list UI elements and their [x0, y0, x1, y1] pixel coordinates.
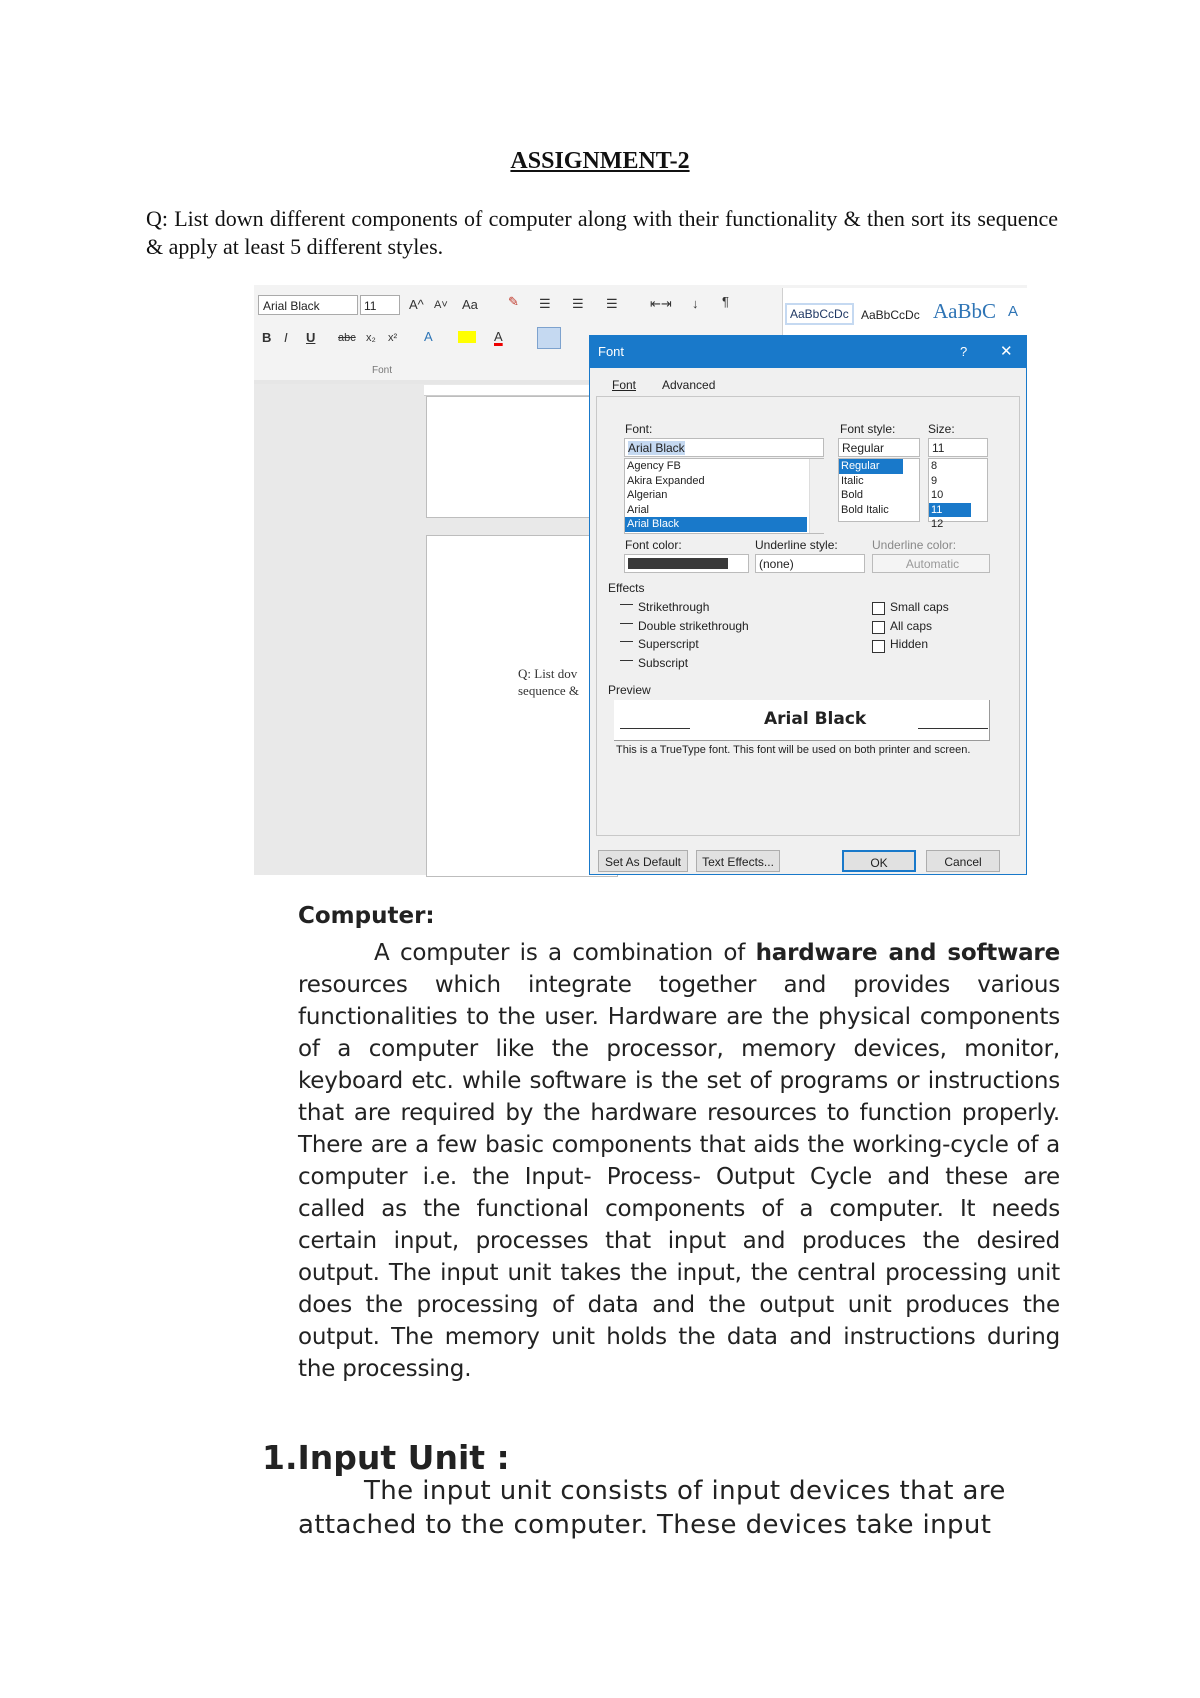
multilevel-list-icon[interactable]: ☰ [606, 296, 618, 311]
font-color-dropdown[interactable] [624, 554, 749, 573]
shrink-font-button[interactable]: A˅ [434, 299, 448, 311]
font-style-listbox[interactable] [838, 458, 920, 522]
style-normal[interactable]: AaBbCcDc [785, 303, 854, 325]
font-input-value: Arial Black [628, 441, 685, 455]
assignment-question: Q: List down different components of computer along with their functionality & then sort its sequence & apply at least 5 different styles. [146, 206, 1058, 259]
page-snippet-line-2: sequence & [518, 683, 580, 698]
bold-button[interactable]: B [262, 330, 272, 345]
size-list-item[interactable]: 8 [931, 460, 938, 472]
font-color-label: Font color: [625, 538, 682, 552]
grow-font-button[interactable]: A^ [409, 297, 424, 312]
dialog-titlebar [590, 336, 1026, 368]
assignment-title: ASSIGNMENT-2 [510, 148, 690, 174]
dialog-title: Font [598, 344, 625, 359]
checkbox-hidden[interactable] [872, 640, 885, 653]
underline-style-dropdown[interactable]: (none) [755, 554, 865, 573]
font-list-item[interactable]: Algerian [627, 489, 668, 501]
style-heading-1[interactable]: AaBbC [933, 299, 996, 323]
subscript-button[interactable]: x₂ [366, 332, 376, 344]
para-intro: A computer is a combination of [374, 940, 756, 966]
preview-sample-text: Arial Black [764, 709, 867, 729]
font-listbox[interactable] [624, 458, 824, 534]
superscript-button[interactable]: x² [388, 332, 398, 344]
indent-icon[interactable]: ⇤⇥ [650, 296, 672, 311]
font-dialog [589, 335, 1027, 875]
effect-hidden-label: Hidden [890, 637, 929, 651]
size-listbox[interactable] [928, 458, 988, 530]
effect-strikethrough-label: Strikethrough [638, 600, 710, 614]
checkbox-all-caps[interactable] [872, 621, 885, 634]
ok-button[interactable]: OK [842, 850, 916, 872]
tab-advanced[interactable]: Advanced [662, 378, 716, 392]
bullets-icon[interactable]: ☰ [539, 296, 551, 311]
size-list-item[interactable]: 10 [931, 489, 944, 501]
word-screenshot [254, 285, 1027, 875]
size-input[interactable]: 11 [928, 438, 988, 457]
effect-double-strikethrough-label: Double strikethrough [638, 619, 749, 633]
para-bold: hardware and software [755, 940, 1060, 966]
text-effects-icon[interactable]: A [424, 329, 433, 344]
change-case-button[interactable]: Aa [462, 297, 478, 312]
highlight-color-icon[interactable] [458, 331, 476, 343]
cancel-button[interactable]: Cancel [926, 850, 1000, 872]
style-heading-2[interactable]: A [1008, 303, 1019, 320]
computer-paragraph [298, 937, 1060, 1385]
font-list-item-selected[interactable]: Arial Black [625, 517, 807, 532]
strikethrough-button[interactable]: abc [338, 332, 356, 344]
style-list-item[interactable]: Italic [841, 474, 864, 487]
effects-label: Effects [608, 581, 645, 595]
preview-label: Preview [608, 683, 651, 697]
font-list-item[interactable]: Agency FB [627, 460, 681, 472]
checkbox-small-caps[interactable] [872, 602, 885, 615]
font-style-label: Font style: [840, 422, 896, 436]
checkbox-strikethrough[interactable] [620, 604, 633, 605]
font-label: Font: [625, 422, 653, 436]
font-list-scrollbar[interactable] [809, 459, 825, 533]
input-unit-paragraph: The input unit consists of input devices that are attached to the computer. These devices take input [298, 1476, 1006, 1540]
font-input[interactable] [624, 438, 824, 457]
effect-all-caps-label: All caps [890, 619, 933, 633]
numbering-icon[interactable]: ☰ [572, 296, 584, 311]
size-list-item[interactable]: 12 [931, 518, 944, 530]
font-group-label: Font [372, 365, 393, 376]
effect-small-caps-label: Small caps [890, 600, 949, 614]
style-list-item[interactable]: Bold [841, 489, 864, 501]
preview-baseline-right [918, 728, 988, 729]
computer-heading: Computer: [298, 903, 435, 929]
preview-note: This is a TrueType font. This font will be used on both printer and screen. [616, 744, 971, 756]
input-unit-heading: 1.Input Unit : [262, 1438, 510, 1477]
clear-formatting-icon[interactable]: ✎ [508, 294, 519, 309]
font-name-box[interactable]: Arial Black [258, 295, 358, 315]
sort-icon[interactable]: ↓ [692, 296, 699, 311]
underline-color-label: Underline color: [872, 538, 957, 552]
size-list-item[interactable]: 9 [931, 474, 938, 487]
underline-button[interactable]: U [306, 330, 316, 345]
align-left-icon[interactable] [537, 327, 561, 349]
underline-color-dropdown[interactable]: Automatic [872, 554, 990, 573]
text-effects-button[interactable]: Text Effects... [696, 850, 780, 872]
pilcrow-icon[interactable]: ¶ [722, 294, 729, 309]
font-list-item[interactable]: Arial [627, 503, 650, 516]
checkbox-superscript[interactable] [620, 641, 633, 642]
underline-style-label: Underline style: [755, 538, 838, 552]
para-rest: resources which integrate together and provides various functionalities to the user. Hardware are the physical components of a computer like the processor, memory devices, monitor, keyboard etc. while software is the set of programs or instructions that are required by the hardware resources to function properly. There are a few basic components that aids the working-cycle of a computer i.e. the Input- Process- Output Cycle and these are called as the functional components of a computer. It needs certain input, processes that input and produces the desired output. The input unit takes the input, the central processing unit does the processing of data and the output unit produces the output. The memory unit holds the data and instructions during the processing. [298, 972, 1060, 1382]
checkbox-double-strikethrough[interactable] [620, 623, 633, 624]
style-list-item[interactable]: Bold Italic [841, 503, 889, 516]
style-no-spacing[interactable]: AaBbCcDc [861, 308, 920, 322]
font-style-input[interactable]: Regular [838, 438, 920, 457]
effect-subscript-label: Subscript [638, 656, 689, 670]
set-as-default-button[interactable]: Set As Default [598, 850, 688, 872]
close-icon[interactable]: ✕ [1000, 343, 1013, 360]
italic-button[interactable]: I [284, 330, 288, 345]
font-color-icon[interactable]: A [494, 329, 503, 344]
tab-font[interactable]: Font [612, 378, 637, 392]
size-label: Size: [928, 422, 955, 436]
size-list-item-selected[interactable]: 11 [929, 503, 971, 518]
effect-superscript-label: Superscript [638, 637, 699, 651]
help-button[interactable]: ? [960, 344, 968, 359]
preview-baseline-left [620, 728, 690, 729]
checkbox-subscript[interactable] [620, 660, 633, 661]
page-snippet-line-1: Q: List dov [518, 666, 578, 681]
font-color-swatch [628, 558, 728, 569]
preview-box [614, 700, 990, 741]
font-size-box[interactable]: 11 [360, 295, 400, 315]
font-list-item[interactable]: Akira Expanded [627, 474, 705, 487]
style-list-item-selected[interactable]: Regular [839, 459, 903, 474]
